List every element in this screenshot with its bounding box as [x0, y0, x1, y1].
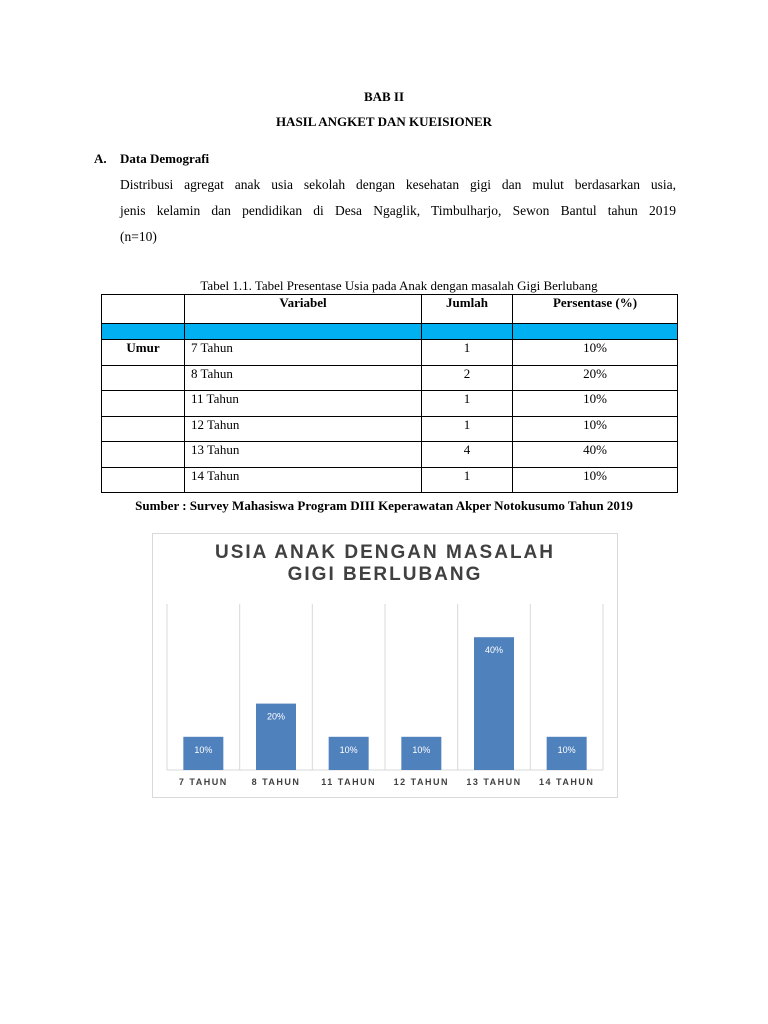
table-row	[102, 416, 678, 442]
data-label: 10%	[557, 744, 576, 755]
row-count: 4	[422, 442, 513, 468]
highlight-cell	[102, 324, 185, 340]
row-count: 1	[422, 416, 513, 442]
bar-chart	[152, 533, 618, 798]
chart-title-line: USIA ANAK DENGAN MASALAH	[214, 542, 556, 563]
row-count: 1	[422, 340, 513, 366]
x-tick-label: 13 TAHUN	[466, 777, 522, 787]
header-variabel: Variabel	[185, 295, 422, 324]
table-row	[102, 442, 678, 468]
table-row	[102, 467, 678, 493]
empty-cell	[102, 442, 185, 468]
paragraph-line: jenis kelamin dan pendidikan di Desa Ngaglik, Timbulharjo, Sewon Bantul tahun 2019	[120, 203, 676, 218]
chapter-title: HASIL ANGKET DAN KUEISIONER	[275, 114, 493, 129]
x-tick-label: 12 TAHUN	[393, 777, 450, 787]
table-header-row	[102, 295, 678, 324]
empty-cell	[102, 467, 185, 493]
x-tick-label: 8 TAHUN	[251, 777, 301, 787]
row-percent: 10%	[513, 340, 678, 366]
chart-plot	[153, 534, 617, 797]
table-row	[102, 391, 678, 417]
data-label: 40%	[484, 645, 504, 656]
data-label: 10%	[412, 744, 431, 755]
row-count: 1	[422, 391, 513, 417]
data-label: 20%	[266, 711, 286, 722]
highlight-cell	[185, 324, 422, 340]
section-title: Data Demografi	[120, 151, 210, 166]
row-label: 7 Tahun	[185, 340, 422, 366]
empty-cell	[102, 416, 185, 442]
row-count: 1	[422, 467, 513, 493]
row-percent: 10%	[513, 467, 678, 493]
empty-cell	[102, 391, 185, 417]
row-label: 13 Tahun	[185, 442, 422, 468]
table-caption: Tabel 1.1. Tabel Presentase Usia pada Anak dengan masalah Gigi Berlubang	[200, 278, 598, 293]
data-label: 10%	[339, 744, 358, 755]
highlight-cell	[422, 324, 513, 340]
row-percent: 10%	[513, 416, 678, 442]
row-count: 2	[422, 365, 513, 391]
table-source: Sumber : Survey Mahasiswa Program DIII Keperawatan Akper Notokusumo Tahun 2019	[135, 498, 633, 513]
row-label: 14 Tahun	[185, 467, 422, 493]
table-row	[102, 340, 678, 366]
row-percent: 20%	[513, 365, 678, 391]
data-label: 10%	[194, 744, 213, 755]
x-tick-label: 11 TAHUN	[321, 777, 377, 787]
row-percent: 40%	[513, 442, 678, 468]
highlight-cell	[513, 324, 678, 340]
age-table	[101, 294, 678, 493]
section-heading	[94, 151, 209, 167]
demography-paragraph	[120, 172, 676, 250]
section-number: A.	[94, 151, 107, 166]
empty-cell	[102, 365, 185, 391]
group-label: Umur	[102, 340, 185, 366]
bar	[474, 637, 514, 770]
highlight-row	[102, 324, 678, 340]
chart-title-line: GIGI BERLUBANG	[287, 564, 483, 585]
chapter-number: BAB II	[363, 89, 405, 104]
header-empty	[102, 295, 185, 324]
table-row	[102, 365, 678, 391]
paragraph-line: (n=10)	[120, 229, 157, 244]
row-label: 8 Tahun	[185, 365, 422, 391]
header-persentase: Persentase (%)	[513, 295, 678, 324]
row-label: 11 Tahun	[185, 391, 422, 417]
row-label: 12 Tahun	[185, 416, 422, 442]
header-jumlah: Jumlah	[422, 295, 513, 324]
row-percent: 10%	[513, 391, 678, 417]
paragraph-line: Distribusi agregat anak usia sekolah dengan kesehatan gigi dan mulut berdasarkan usia,	[120, 177, 676, 192]
x-tick-label: 14 TAHUN	[538, 777, 595, 787]
x-tick-label: 7 TAHUN	[178, 777, 228, 787]
